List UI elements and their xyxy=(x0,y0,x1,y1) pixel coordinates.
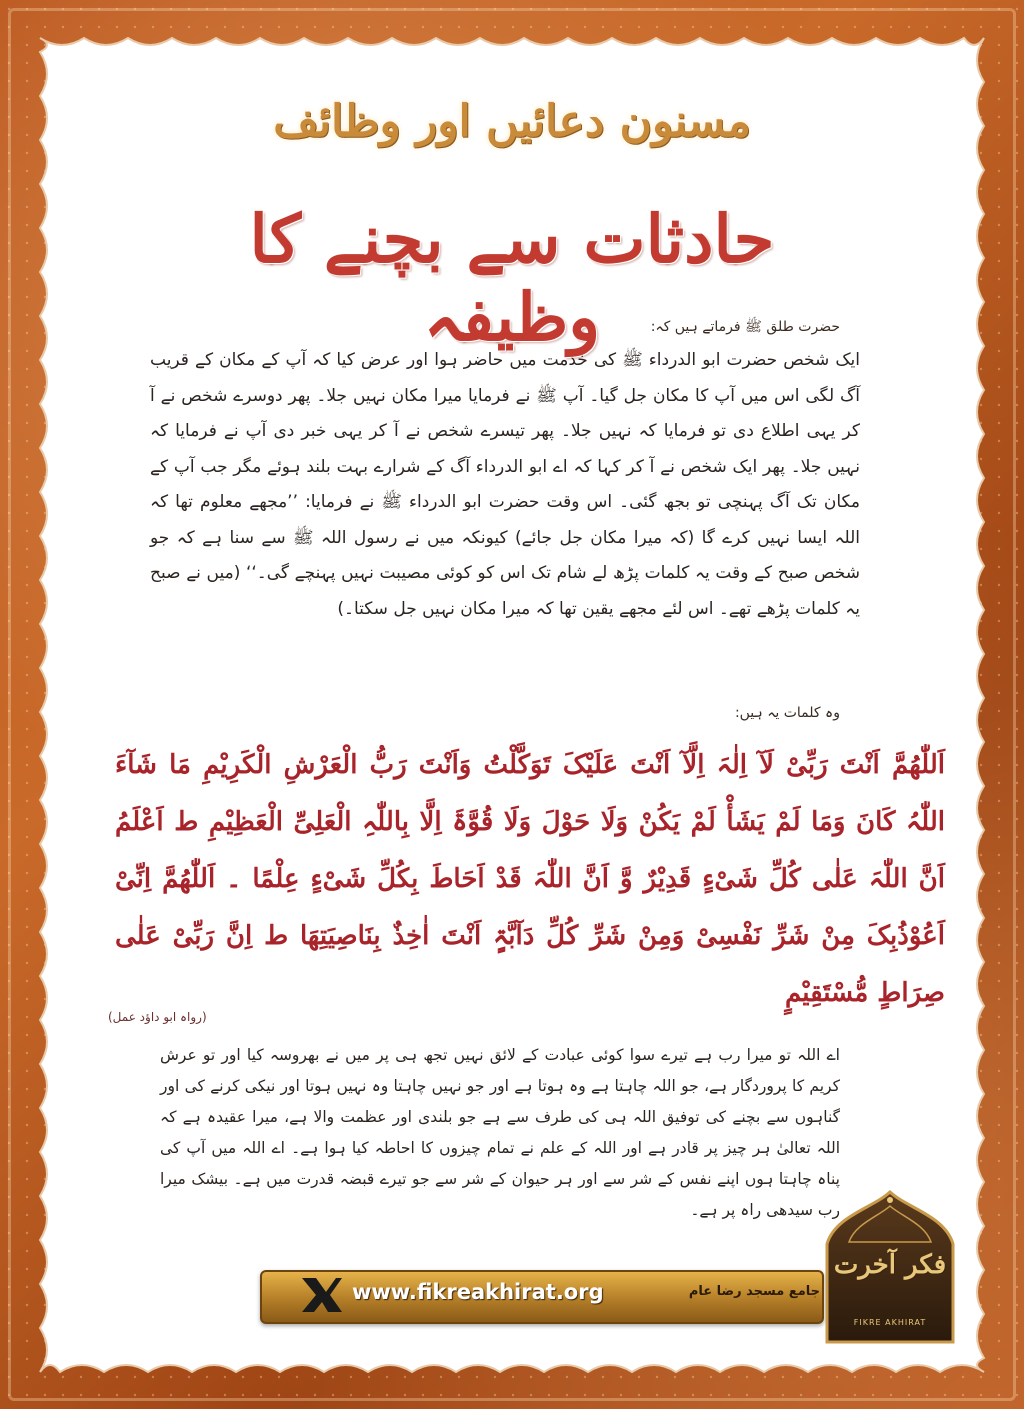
website-link[interactable]: www.fikreakhirat.org xyxy=(352,1280,604,1304)
x-arrow-logo-icon xyxy=(300,1274,344,1316)
brand-subtitle: FIKRE AKHIRAT xyxy=(853,1318,927,1327)
brand-name: فکر آخرت xyxy=(833,1250,947,1280)
narrator-line: حضرت طلق ﷺ فرماتے ہیں کہ: xyxy=(650,319,840,335)
main-title: حادثات سے بچنے کا وظیفہ xyxy=(249,200,775,356)
hadith-reference: (رواہ ابو داؤد عمل) xyxy=(108,1010,207,1024)
footer-mosque-name: جامع مسجد رضا عام xyxy=(688,1284,820,1299)
dua-arabic-text: اَللّٰھُمَّ اَنْتَ رَبِّیْ لَآ اِلٰہَ اِلَّآ اَنْتَ عَلَیْکَ تَوَکَّلْتُ وَاَنْتَ رَبُّ الْعَرْشِ الْکَرِیْمِ مَا شَآءَ اللّٰہُ کَانَ وَمَا لَمْ یَشَأْ لَمْ یَکُنْ وَلَا حَوْلَ وَلَا قُوَّۃَ اِلَّا بِاللّٰہِ الْعَلِیِّ الْعَظِیْمِ ط اَعْلَمُ اَنَّ اللّٰہَ عَلٰی کُلِّ شَیْءٍ قَدِیْرٌ وَّ اَنَّ اللّٰہَ قَدْ اَحَاطَ بِکُلِّ شَیْءٍ عِلْمًا ۔ اَللّٰھُمَّ اِنِّیْ اَعُوْذُبِکَ مِنْ شَرِّ نَفْسِیْ وَمِنْ شَرِّ کُلِّ دَآبَّۃٍ اَنْتَ اٰخِذٌ بِنَاصِیَتِھَا ط اِنَّ رَبِّیْ عَلٰی صِرَاطٍ مُّسْتَقِیْمٍ xyxy=(115,750,945,1008)
series-title: مسنون دعائیں اور وظائف xyxy=(273,96,751,147)
story-text: ایک شخص حضرت ابو الدرداء ﷺ کی خدمت میں حاضر ہوا اور عرض کیا کہ آپ کے مکان کے قریب آگ لگی اس میں آپ کا مکان جل گیا۔ آپ ﷺ نے فرمایا میرا مکان نہیں جلا۔ پھر دوسرے شخص نے آ کر یہی اطلاع دی تو فرمایا کہ نہیں جلا۔ پھر تیسرے شخص نے آ کر یہی خبر دی آپ نے فرمایا کہ نہیں جلا۔ پھر ایک شخص نے آ کر کہا کہ اے ابو الدرداء آگ کے شرارے بہت بلند ہوئے مگر جب آپ کے مکان تک آگ پہنچی تو بجھ گئی۔ اس وقت حضرت ابو الدرداء ﷺ نے فرمایا: ’’مجھے معلوم تھا کہ اللہ ایسا نہیں کرے گا (کہ میرا مکان جل جائے) کیونکہ میں نے رسول اللہ ﷺ سے سنا ہے کہ جو شخص صبح کے وقت یہ کلمات پڑھ لے شام تک اس کو کوئی مصیبت نہیں پہنچے گی۔‘‘ (میں نے صبح یہ کلمات پڑھے تھے۔ اس لئے مجھے یقین تھا کہ میرا مکان نہیں جل سکتا۔) xyxy=(150,350,860,619)
words-intro: وہ کلمات یہ ہیں: xyxy=(734,705,840,721)
urdu-translation: اے اللہ تو میرا رب ہے تیرے سوا کوئی عبادت کے لائق نہیں تجھ ہی پر میں نے بھروسہ کیا اور تو عرش کریم کا پروردگار ہے، جو اللہ چاہتا ہے وہ ہوتا ہے اور جو نہیں چاہتا وہ نہیں ہوتا اور نیکی کرنے کی اور گناہوں سے بچنے کی توفیق اللہ ہی کی طرف سے ہے جو بلندی اور عظمت والا ہے، میرا عقیدہ ہے کہ اللہ تعالیٰ ہر چیز پر قادر ہے اور اللہ کے علم نے تمام چیزوں کا احاطہ کیا ہوا ہے۔ اے اللہ میں آپ کی پناہ چاہتا ہوں اپنے نفس کے شر سے اور ہر حیوان کے شر سے جو تیرے قبضہ قدرت میں ہے۔ بیشک میرا رب سیدھی راہ پر ہے۔ xyxy=(160,1046,840,1219)
